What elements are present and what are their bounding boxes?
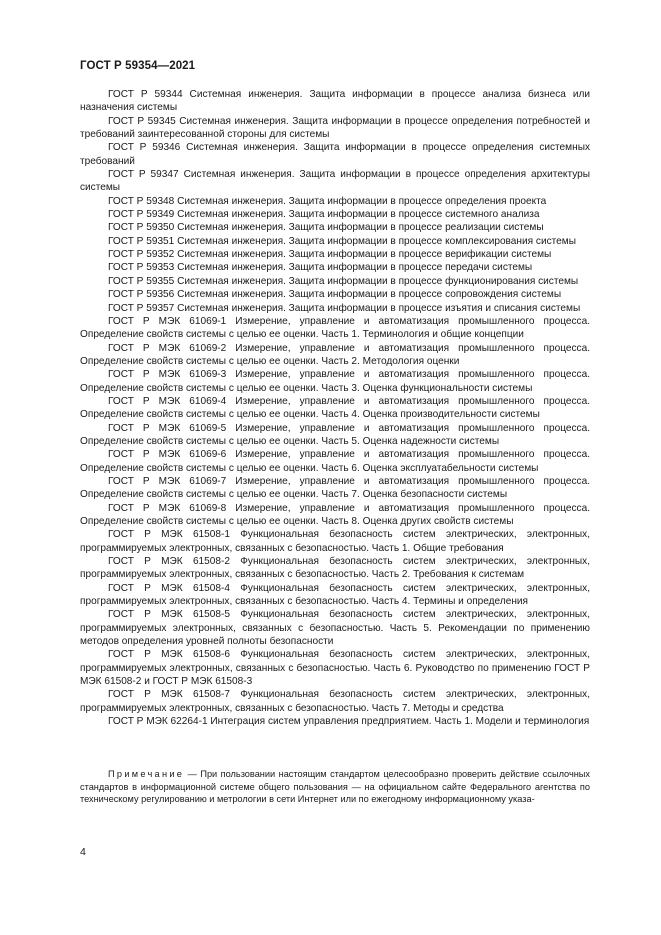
- reference-item: ГОСТ Р 59349 Системная инженерия. Защита информации в процессе системного анализа: [108, 209, 540, 221]
- page-header-title: ГОСТ Р 59354—2021: [80, 60, 196, 72]
- reference-item: ГОСТ Р 59356 Системная инженерия. Защита информации в процессе сопровождения системы: [108, 289, 562, 301]
- reference-item: ГОСТ Р 59346 Системная инженерия. Защита информации в процессе определения системных требований: [80, 142, 590, 167]
- reference-item: ГОСТ Р 59351 Системная инженерия. Защита информации в процессе комплексирования системы: [108, 235, 576, 247]
- reference-item: ГОСТ Р МЭК 61508-2 Функциональная безопасность систем электрических, электронных, программируемых электронных, связанных с безопасностью. Часть 2. Требования к системам: [80, 556, 590, 581]
- reference-item: ГОСТ Р 59345 Системная инженерия. Защита информации в процессе определения потребностей и требований заинтересованной стороны для системы: [80, 115, 590, 141]
- reference-item: ГОСТ Р 59357 Системная инженерия. Защита информации в процессе изъятия и списания системы: [108, 302, 581, 314]
- reference-item: ГОСТ Р 59348 Системная инженерия. Защита информации в процессе определения проекта: [108, 195, 547, 207]
- reference-item: ГОСТ Р МЭК 61508-6 Функциональная безопасность систем электрических, электронных, программируемых электронных, связанных с безопасностью. Часть 6. Руководство по применению ГОСТ Р МЭК 61508-2 и ГОСТ Р МЭК 61508-3: [80, 649, 590, 688]
- reference-item: ГОСТ Р 59350 Системная инженерия. Защита информации в процессе реализации системы: [108, 222, 544, 234]
- reference-item: ГОСТ Р МЭК 61508-4 Функциональная безопасность систем электрических, электронных, программируемых электронных, связанных с безопасностью. Часть 4. Термины и определения: [80, 582, 590, 608]
- reference-item: ГОСТ Р 59344 Системная инженерия. Защита информации в процессе анализа бизнеса или назначения системы: [80, 89, 590, 114]
- reference-item: ГОСТ Р МЭК 61508-1 Функциональная безопасность систем электрических, электронных, программируемых электронных, связанных с безопасностью. Часть 1. Общие требования: [80, 529, 590, 554]
- reference-item: ГОСТ Р 59355 Системная инженерия. Защита информации в процессе функционирования системы: [108, 275, 579, 287]
- reference-item: ГОСТ Р МЭК 61508-7 Функциональная безопасность систем электрических, электронных, программируемых электронных, связанных с безопасностью. Часть 7. Методы и средства: [80, 689, 590, 714]
- reference-item: ГОСТ Р 59352 Системная инженерия. Защита информации в процессе верификации системы: [108, 249, 552, 261]
- reference-item: ГОСТ Р МЭК 61069-2 Измерение, управление и автоматизация промышленного процесса. Определение свойств системы с целью ее оценки. Часть 2. Методология оценки: [80, 342, 590, 367]
- reference-item: ГОСТ Р МЭК 61069-5 Измерение, управление и автоматизация промышленного процесса. Определение свойств системы с целью ее оценки. Часть 5. Оценка надежности системы: [80, 422, 590, 447]
- note-label: Примечание: [108, 769, 185, 779]
- page-number: 4: [80, 846, 86, 858]
- reference-item: ГОСТ Р МЭК 61069-1 Измерение, управление и автоматизация промышленного процесса. Определение свойств системы с целью ее оценки. Часть 1. Терминология и общие концепции: [80, 315, 590, 341]
- reference-item: ГОСТ Р 59347 Системная инженерия. Защита информации в процессе определения архитектуры системы: [80, 169, 590, 194]
- reference-item: ГОСТ Р 59353 Системная инженерия. Защита информации в процессе передачи системы: [108, 262, 533, 274]
- note-text: — При пользовании настоящим стандартом целесообразно проверить действие ссылочных стандартов в информационной системе общего пользования — на официальном сайте Федерального агентства по техническому регулированию и метрологии в сети Интернет или по ежегодному информационному указа-: [80, 769, 590, 805]
- reference-item: ГОСТ Р МЭК 61069-8 Измерение, управление и автоматизация промышленного процесса. Определение свойств системы с целью ее оценки. Часть 8. Оценка других свойств системы: [80, 502, 590, 527]
- reference-item: ГОСТ Р МЭК 61069-7 Измерение, управление и автоматизация промышленного процесса. Определение свойств системы с целью ее оценки. Часть 7. Оценка безопасности системы: [80, 475, 590, 501]
- reference-item: ГОСТ Р МЭК 61069-3 Измерение, управление и автоматизация промышленного процесса. Определение свойств системы с целью ее оценки. Часть 3. Оценка функциональности системы: [80, 369, 590, 394]
- note-paragraph: [80, 768, 590, 806]
- reference-item: ГОСТ Р МЭК 62264-1 Интеграция систем управления предприятием. Часть 1. Модели и терминология: [108, 716, 590, 728]
- reference-item: ГОСТ Р МЭК 61069-4 Измерение, управление и автоматизация промышленного процесса. Определение свойств системы с целью ее оценки. Часть 4. Оценка производительности системы: [80, 395, 590, 421]
- reference-item: ГОСТ Р МЭК 61508-5 Функциональная безопасность систем электрических, электронных, программируемых электронных, связанных с безопасностью. Часть 5. Рекомендации по применению методов определения уровней полноты безопасности: [80, 609, 590, 648]
- reference-item: ГОСТ Р МЭК 61069-6 Измерение, управление и автоматизация промышленного процесса. Определение свойств системы с целью ее оценки. Часть 6. Оценка эксплуатабельности системы: [80, 449, 590, 474]
- normative-references-list: [80, 88, 590, 729]
